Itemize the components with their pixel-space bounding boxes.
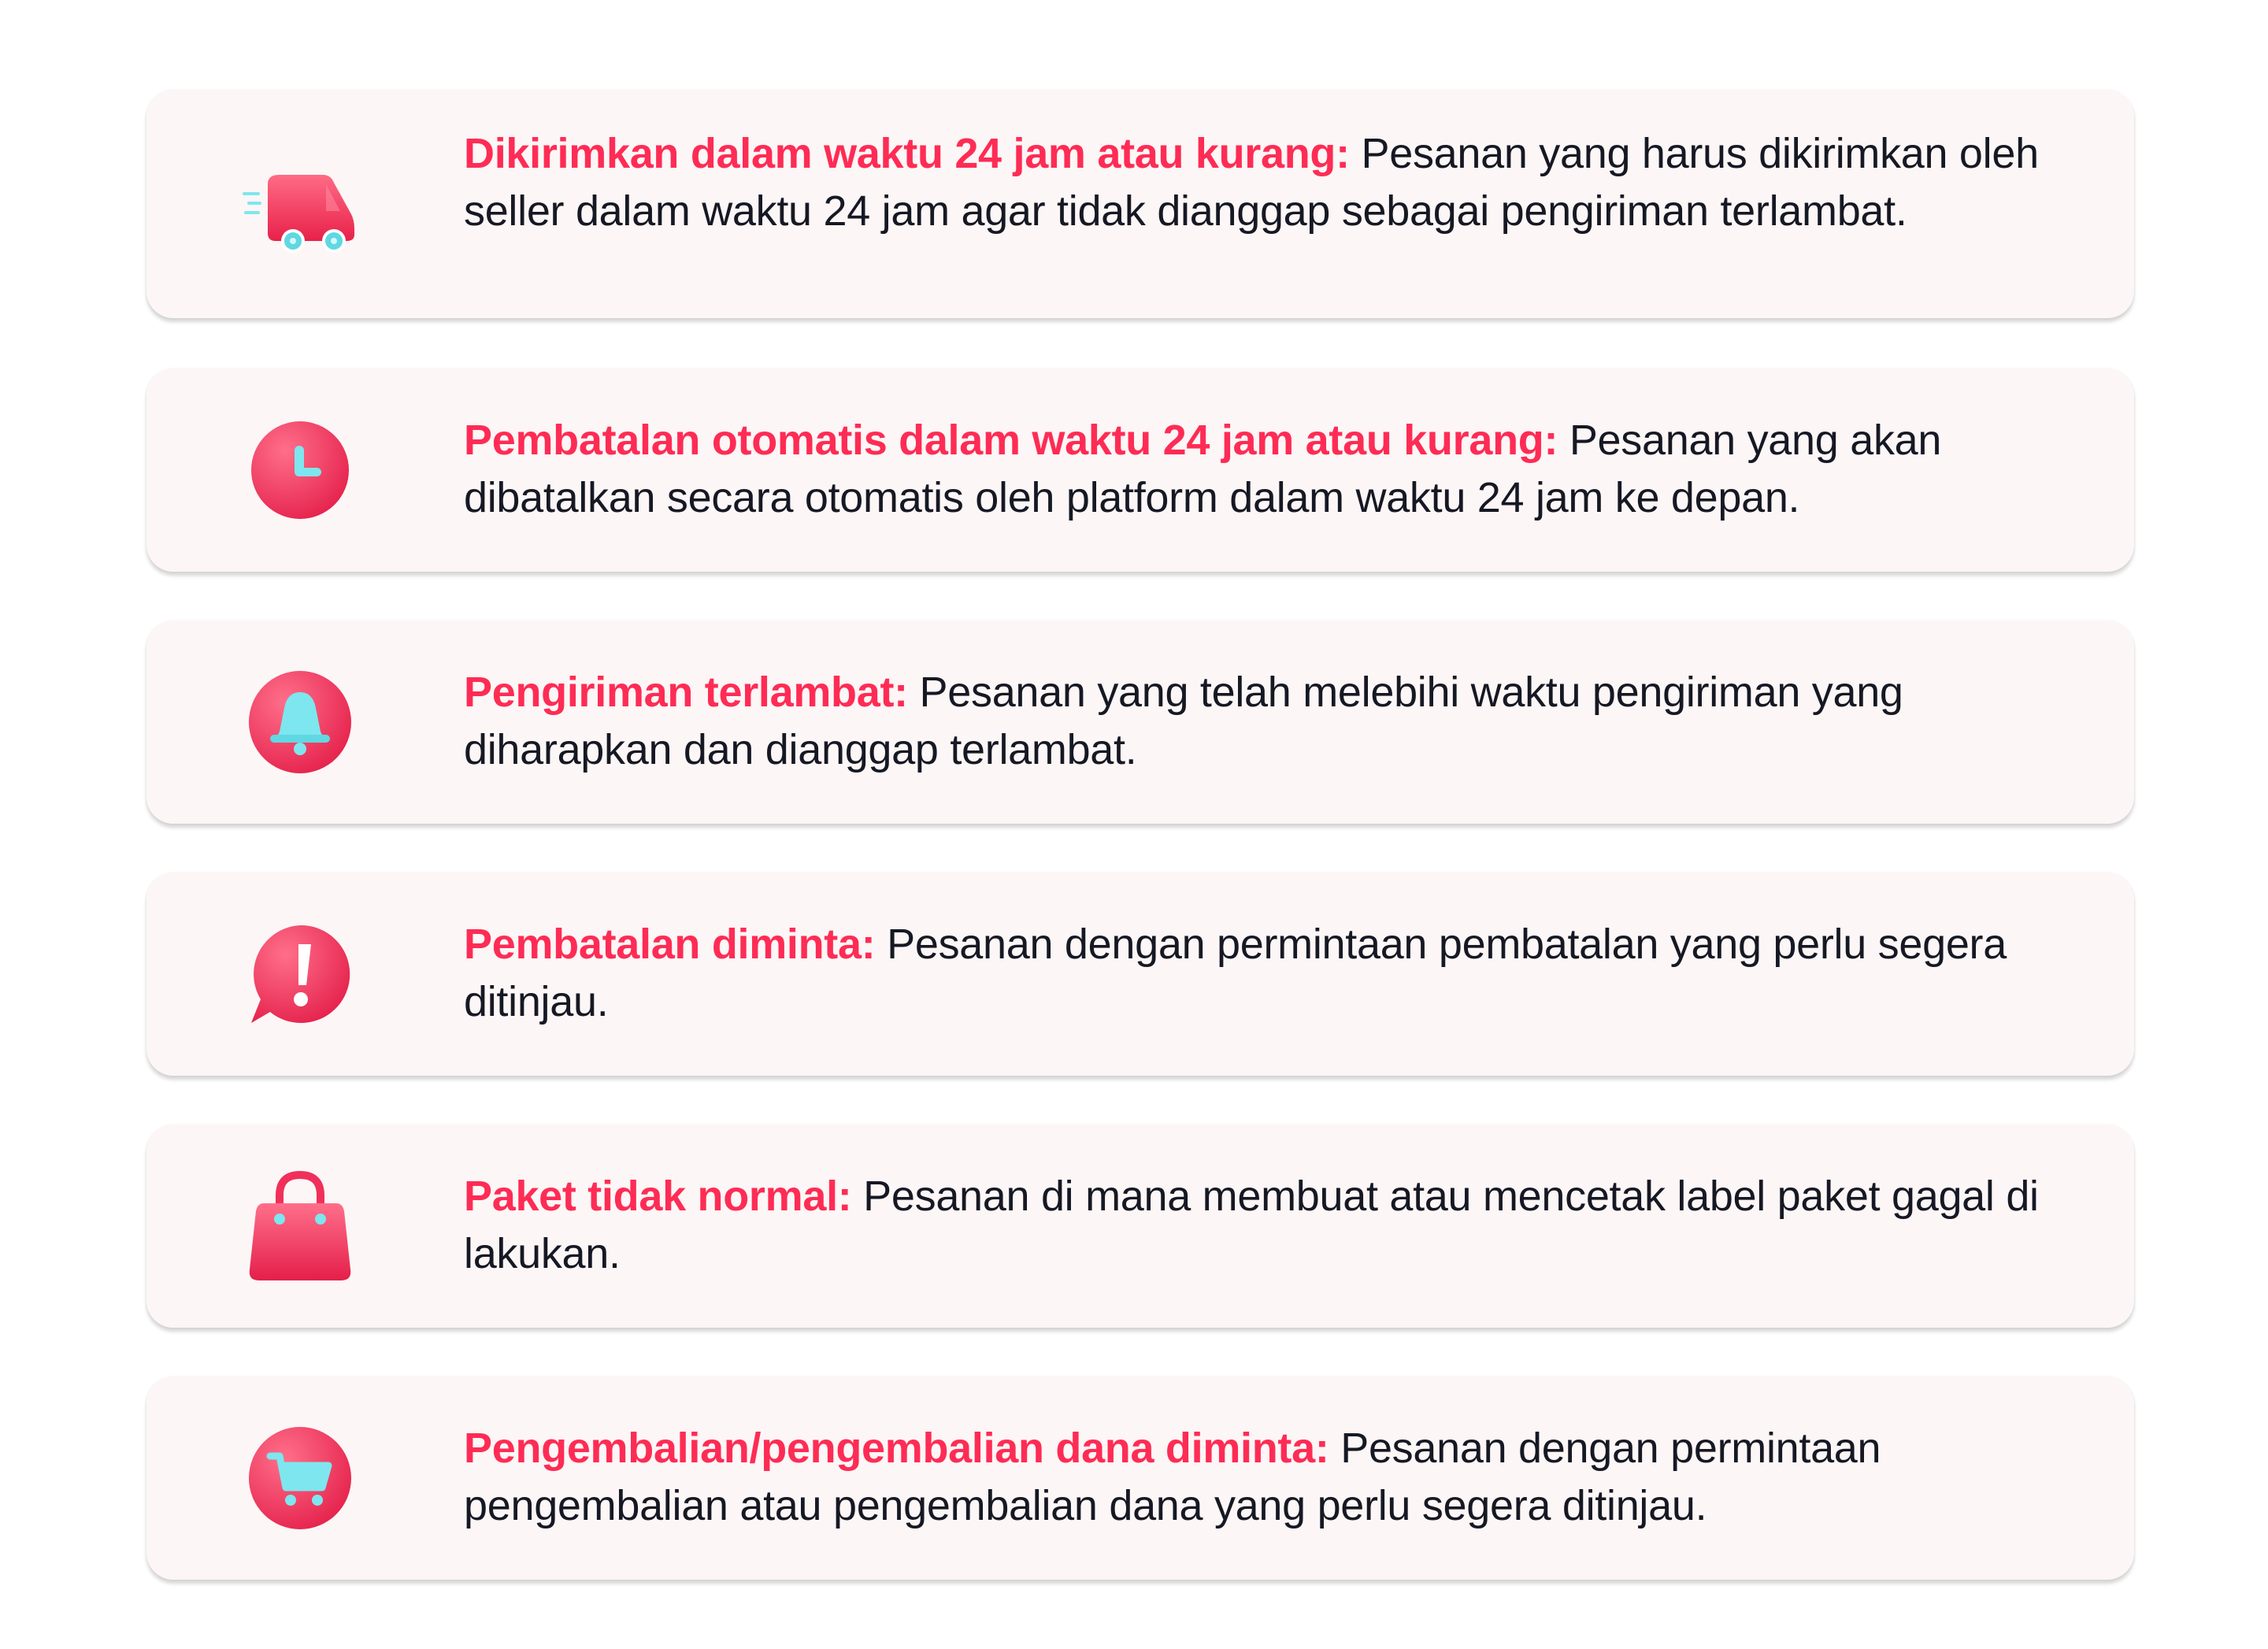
exclamation-bubble-icon: [241, 915, 359, 1033]
status-card-abnormal-package: [146, 1125, 2134, 1328]
item-description: Pesanan di mana membuat atau mencetak label paket gagal di lakukan.: [464, 1173, 2039, 1277]
item-title: Pengiriman terlambat:: [464, 669, 908, 716]
status-card-auto-cancel-24h: [146, 369, 2134, 572]
item-description: Pesanan dengan permintaan pengembalian atau pengembalian dana yang perlu segera ditinjau.: [464, 1425, 1881, 1529]
item-text: [464, 1168, 2086, 1283]
bell-icon: [241, 663, 359, 781]
status-card-ship-within-24h: [146, 90, 2134, 318]
item-text: [464, 125, 2086, 240]
item-title: Paket tidak normal:: [464, 1173, 852, 1220]
shopping-bag-icon: [241, 1167, 359, 1285]
item-title: Dikirimkan dalam waktu 24 jam atau kurang:: [464, 130, 1350, 177]
item-title: Pengembalian/pengembalian dana diminta:: [464, 1425, 1329, 1472]
item-description: Pesanan yang telah melebihi waktu pengiriman yang diharapkan dan dianggap terlambat.: [464, 669, 1903, 773]
item-title: Pembatalan otomatis dalam waktu 24 jam atau kurang:: [464, 417, 1558, 464]
clock-icon: [241, 411, 359, 529]
item-text: [464, 664, 2086, 779]
item-title: Pembatalan diminta:: [464, 921, 876, 968]
item-text: [464, 412, 2086, 527]
item-description: Pesanan dengan permintaan pembatalan yang perlu segera ditinjau.: [464, 921, 2007, 1025]
delivery-truck-icon: [241, 145, 359, 263]
status-card-late-shipment: [146, 621, 2134, 824]
status-card-cancellation-requested: [146, 873, 2134, 1076]
item-description: Pesanan yang akan dibatalkan secara otomatis oleh platform dalam waktu 24 jam ke depan.: [464, 417, 1942, 521]
shopping-cart-icon: [241, 1419, 359, 1537]
item-description: Pesanan yang harus dikirimkan oleh seller dalam waktu 24 jam agar tidak dianggap sebagai pengiriman terlambat.: [464, 130, 2039, 235]
item-text: [464, 1420, 2086, 1535]
item-text: [464, 916, 2086, 1031]
status-card-return-refund-requested: [146, 1377, 2134, 1580]
